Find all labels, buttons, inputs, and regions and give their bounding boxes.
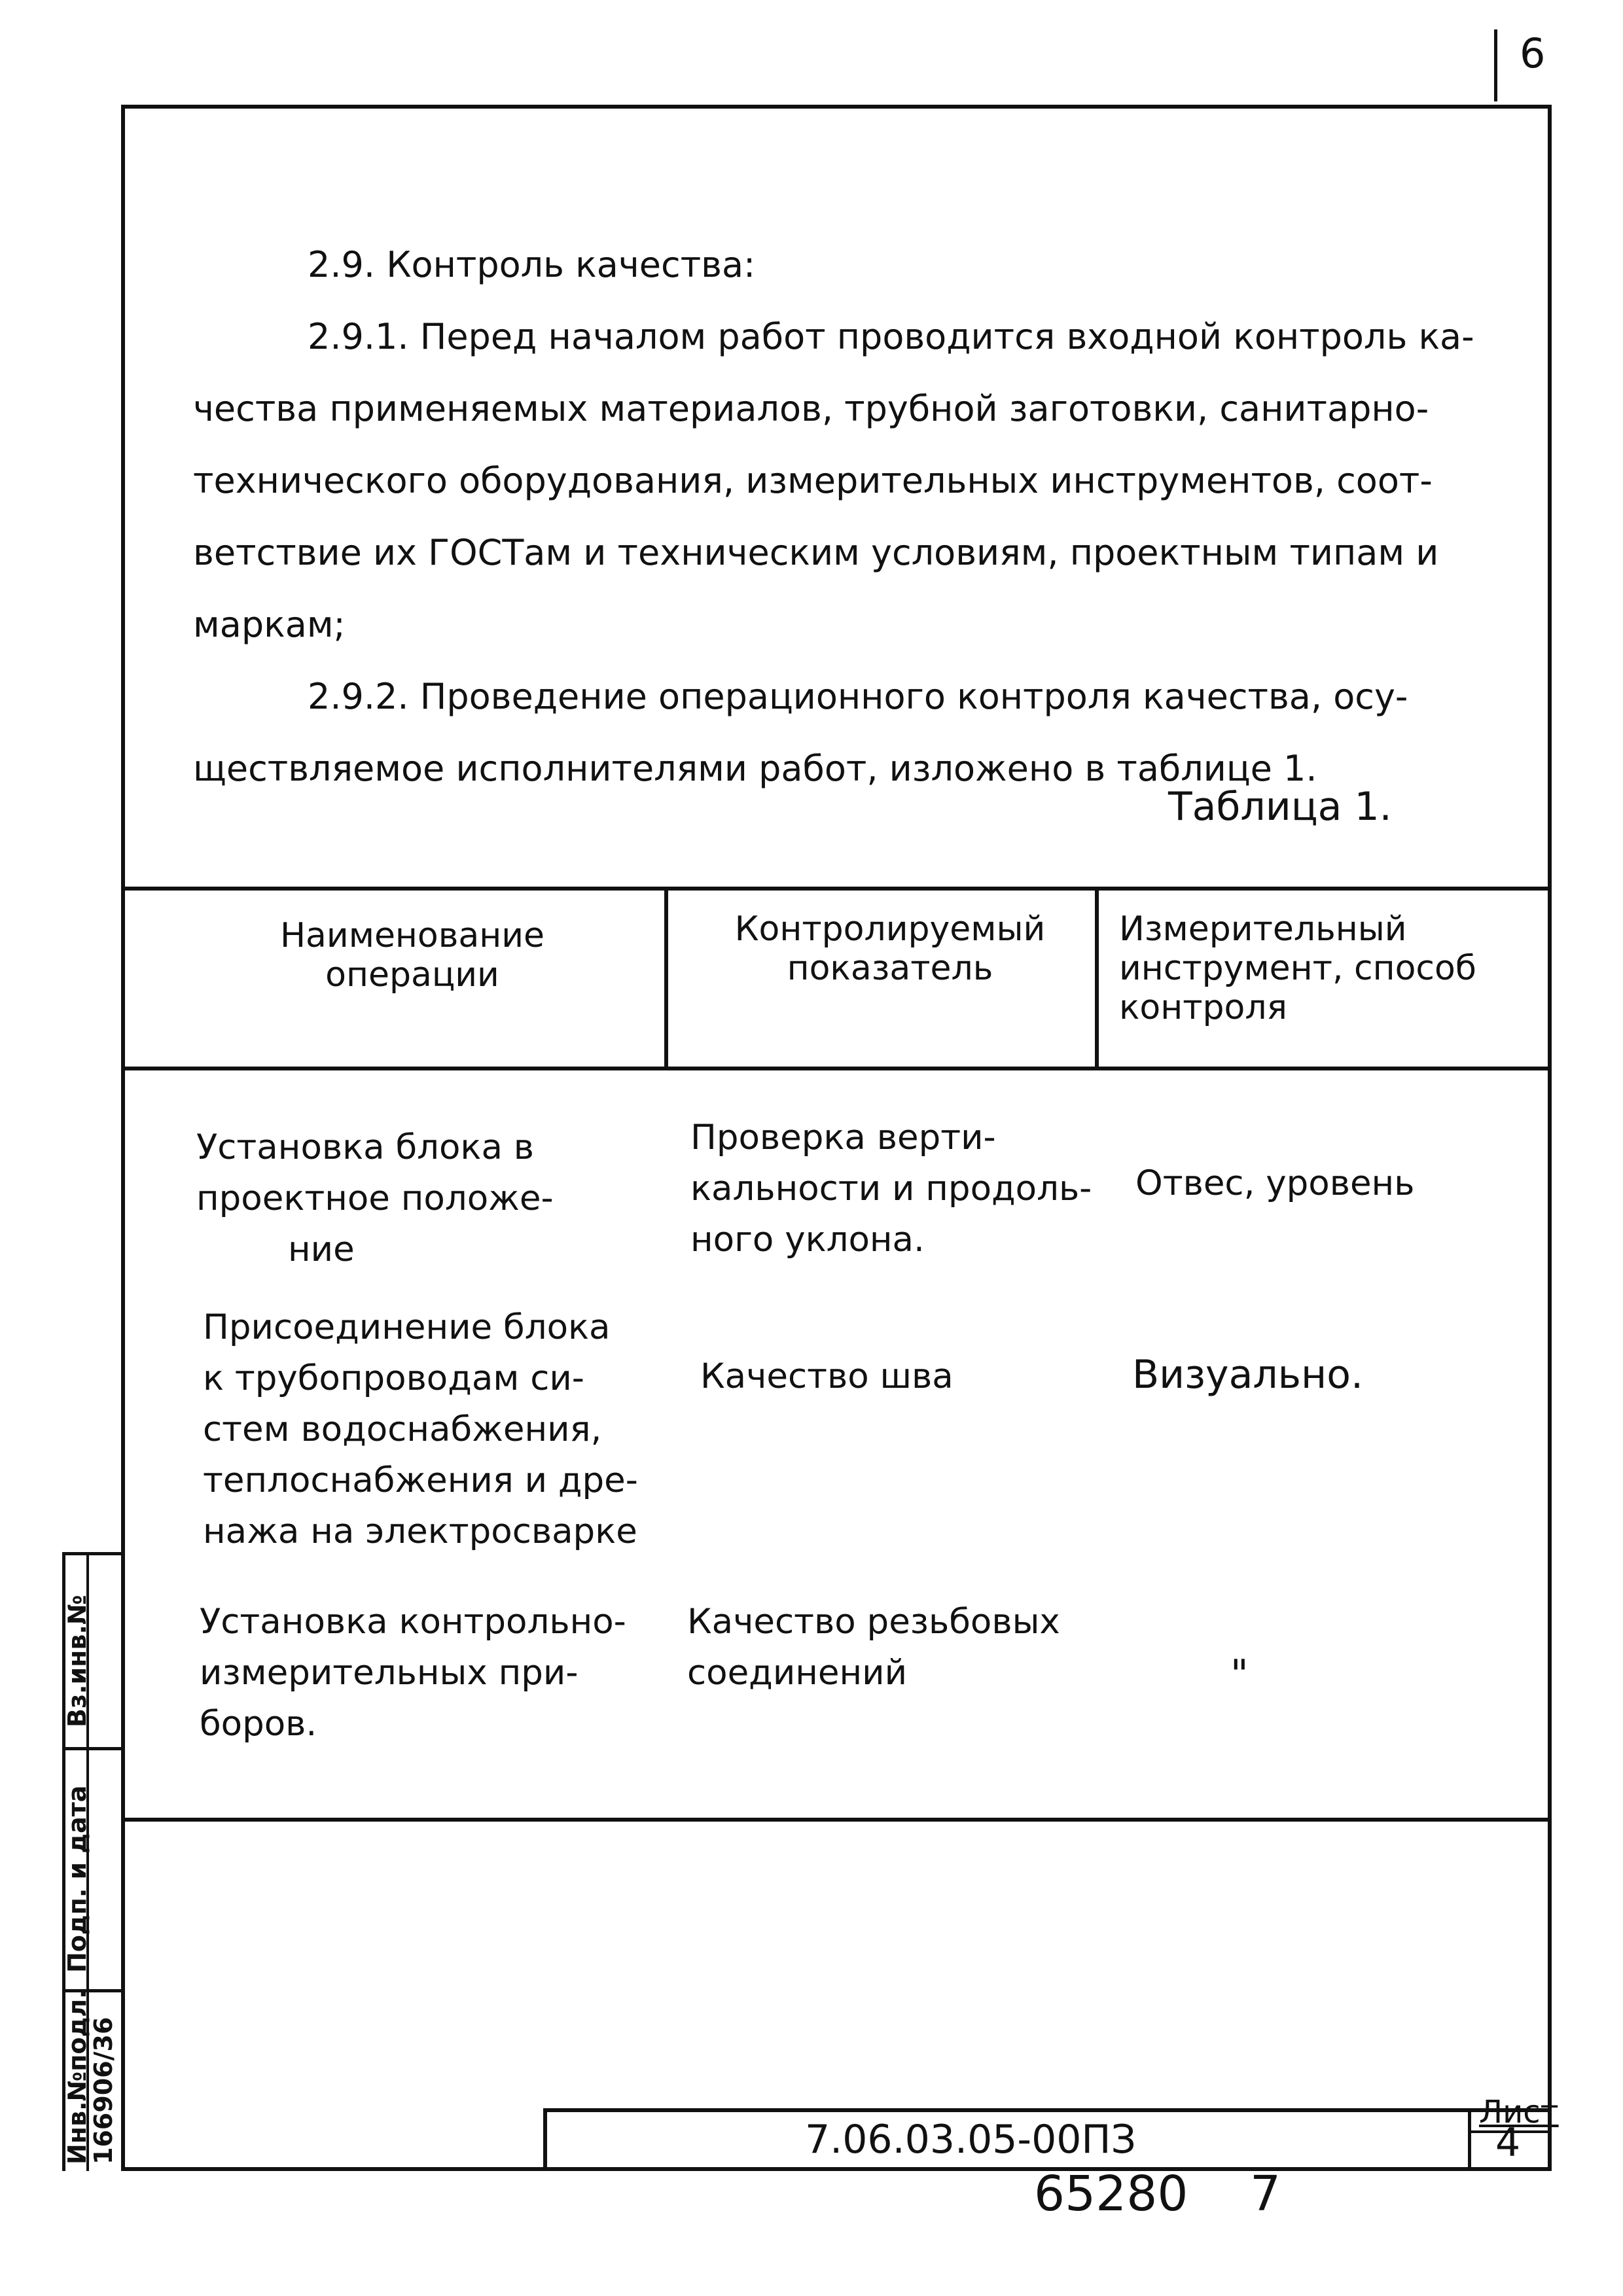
row1-indicator-line3: ного уклона. — [690, 1220, 925, 1260]
section-title: 2.9. Контроль качества: — [308, 244, 756, 285]
stamp-inv-no-value: 166906/36 — [89, 2017, 118, 2164]
row1-operation-line2: проектное положе- — [196, 1178, 554, 1218]
table-header-rule — [121, 1067, 1552, 1070]
row2-operation-line3: стем водоснабжения, — [203, 1409, 602, 1449]
para-1-line-4: ветствие их ГОСТам и техническим условиям, проектным типам и — [193, 532, 1439, 573]
para-1-line-5: маркам; — [193, 604, 346, 645]
header-indicator: Контролируемый показатель — [734, 910, 1046, 988]
row1-indicator — [690, 1112, 1092, 1265]
row1-indicator-line2: кальности и продоль- — [690, 1169, 1092, 1209]
row2-indicator: Качество шва — [700, 1356, 954, 1396]
stamp-rule-1 — [62, 1747, 121, 1750]
row3-indicator-line1: Качество резьбовых — [687, 1602, 1060, 1642]
row3-operation-line1: Установка контрольно- — [200, 1602, 626, 1642]
stamp-vz-inv-label: Вз.инв.№ — [63, 1595, 92, 1727]
table-top-rule — [121, 887, 1552, 891]
para-2-line-2: ществляемое исполнителями работ, изложено в таблице 1. — [193, 748, 1317, 789]
row3-indicator — [687, 1597, 1060, 1699]
header-divider-1 — [664, 887, 668, 1070]
row1-operation-line1: Установка блока в — [196, 1127, 534, 1167]
para-1-line-2: чества применяемых материалов, трубной заготовки, санитарно- — [193, 388, 1429, 429]
table-row — [196, 1122, 554, 1275]
stamp-inv-no-label: Инв.№подл. — [63, 1989, 92, 2164]
row2-operation-line1: Присоединение блока — [203, 1307, 611, 1347]
row2-operation-line2: к трубопроводам си- — [203, 1358, 584, 1398]
row3-method: " — [1230, 1651, 1249, 1697]
row3-indicator-line2: соединений — [687, 1653, 908, 1693]
row1-method: Отвес, уровень — [1135, 1163, 1415, 1203]
row1-operation-line3: ние — [288, 1229, 355, 1269]
document-code: 7.06.03.05-00ПЗ — [805, 2117, 1137, 2163]
para-2-line-1: 2.9.2. Проведение операционного контроля качества, осу- — [308, 676, 1408, 717]
sheet-label: Лист — [1479, 2094, 1559, 2130]
row2-operation-line4: теплоснабжения и дре- — [203, 1460, 638, 1500]
row3-operation-line2: измерительных при- — [200, 1653, 579, 1693]
table-bottom-rule — [121, 1818, 1552, 1822]
table-row — [200, 1597, 626, 1750]
stamp-sign-date-label: Подп. и дата — [63, 1785, 92, 1973]
para-1-line-1: 2.9.1. Перед началом работ проводится входной контроль ка- — [308, 316, 1474, 357]
top-tick-line — [1494, 29, 1497, 101]
row2-method: Визуально. — [1132, 1352, 1364, 1398]
body-text — [193, 229, 1535, 805]
sheet-number: 4 — [1495, 2120, 1521, 2166]
title-block-divider — [1468, 2108, 1471, 2171]
row1-indicator-line1: Проверка верти- — [690, 1118, 996, 1157]
archive-number: 65280 — [1034, 2166, 1188, 2222]
page-number-top: 6 — [1520, 29, 1546, 77]
table-caption: Таблица 1. — [1168, 784, 1392, 830]
row2-operation-line5: нажа на электросварке — [203, 1511, 637, 1551]
header-method: Измерительный инструмент, способ контроля — [1119, 910, 1476, 1027]
row3-operation-line3: боров. — [200, 1704, 317, 1744]
copy-number: 7 — [1250, 2166, 1281, 2222]
header-divider-2 — [1095, 887, 1099, 1070]
table-row — [203, 1302, 638, 1557]
header-operation: Наименование операции — [279, 916, 545, 995]
para-1-line-3: технического оборудования, измерительных инструментов, соот- — [193, 460, 1433, 501]
stamp-top-rule — [62, 1552, 121, 1555]
